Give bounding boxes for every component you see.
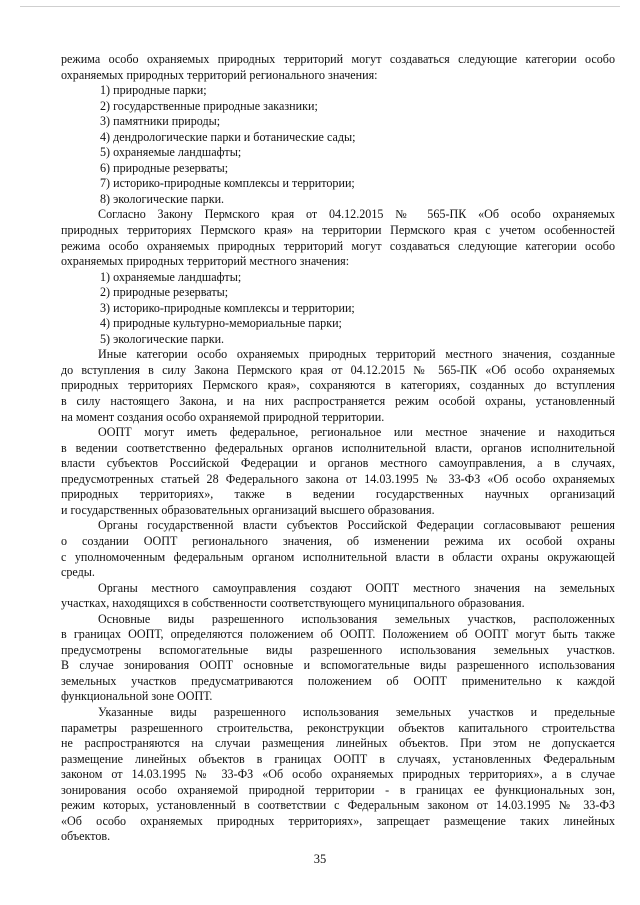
list-item: 7) историко-природные комплексы и территории;	[100, 176, 355, 191]
text-line: объектов.	[61, 829, 111, 844]
text-line: Органы местного самоуправления создают ООПТ местного значения на земельных	[98, 580, 615, 595]
text-line: «Об особо охраняемых природных территориях», запрещает размещение таких линейных	[61, 813, 615, 828]
text-line: природных территориях Пермского края», сохраняются в категориях, созданных до вступления	[61, 378, 615, 393]
text-line: Основные виды разрешенного использования земельных участков, расположенных	[98, 611, 615, 626]
list-item: 4) дендрологические парки и ботанические сады;	[100, 129, 356, 144]
text-line: в ведении соответственно федеральных органов исполнительной власти, органов исполнительной	[61, 440, 615, 455]
text-line: в границах ООПТ, определяются положением об ООПТ. Положением об ООПТ могут быть также	[61, 627, 615, 642]
text-line: режим которых, установленный в соответствии с Федеральным законом от 14.03.1995 № 33-ФЗ	[61, 798, 615, 813]
text-line: Иные категории особо охраняемых природных территорий местного значения, созданные	[98, 347, 615, 362]
text-line: предусмотренных статьей 28 Федерального закона от 14.03.1995 № 33-ФЗ «Об особо охраняемых	[61, 471, 615, 486]
list-item: 3) памятники природы;	[100, 114, 221, 129]
text-line: функциональной зоне ООПТ.	[61, 689, 213, 704]
text-line: и государственных образовательных организаций высшего образования.	[61, 502, 435, 517]
text-line: участках, находящихся в собственности соответствующего муниципального образования.	[61, 596, 525, 611]
text-line: природных территориях», также в ведении государственных научных организаций	[61, 487, 615, 502]
list-item: 1) охраняемые ландшафты;	[100, 269, 242, 284]
text-line: не распространяются на случаи размещения линейных объектов. При этом не допускается	[61, 736, 615, 751]
list-item: 2) природные резерваты;	[100, 285, 229, 300]
text-line: с уполномоченным федеральным органом исполнительной власти в области охраны окружающей	[61, 549, 615, 564]
text-line: охраняемых природных территорий регионального значения:	[61, 67, 378, 82]
list-item: 2) государственные природные заказники;	[100, 98, 318, 113]
document-body	[61, 52, 615, 845]
text-line: на момент создания особо охраняемой природной территории.	[61, 409, 385, 424]
text-line: в силу настоящего Закона, и на них распространяется режим особой охраны, установленный	[61, 394, 615, 409]
text-line: режима особо охраняемых природных территорий могут создаваться следующие категории особо	[61, 52, 615, 66]
list-item: 1) природные парки;	[100, 83, 207, 98]
page-edge-line	[20, 6, 620, 7]
list-item: 3) историко-природные комплексы и территории;	[100, 300, 355, 315]
list-item: 4) природные культурно-мемориальные парки;	[100, 316, 342, 331]
text-line: размещение линейных объектов в границах ООПТ в случаях, установленных Федеральным	[61, 751, 615, 766]
text-line: ООПТ могут иметь федеральное, региональное или местное значение и находиться	[98, 425, 615, 440]
list-item: 6) природные резерваты;	[100, 160, 229, 175]
text-line: законом от 14.03.1995 № 33-ФЗ «Об особо охраняемых природных территориях», а в случае	[61, 767, 615, 782]
text-line: охраняемых природных территорий местного значения:	[61, 254, 350, 269]
list-item: 8) экологические парки.	[100, 191, 225, 206]
text-line: предусмотрены вспомогательные виды разрешенного использования земельных участков.	[61, 642, 615, 657]
text-line: параметры разрешенного строительства, реконструкции объектов капитального строительства	[61, 720, 615, 735]
text-line: до вступления в силу Закона Пермского края от 04.12.2015 № 565-ПК «Об особо охраняемых	[61, 362, 615, 377]
list-item: 5) охраняемые ландшафты;	[100, 145, 242, 160]
text-line: Согласно Закону Пермского края от 04.12.2015 № 565-ПК «Об особо охраняемых	[98, 207, 615, 222]
text-line: зонирования особо охраняемой природной территории - в границах ее функциональных зон,	[61, 782, 615, 797]
text-line: среды.	[61, 565, 95, 580]
text-line: Указанные виды разрешенного использования земельных участков и предельные	[98, 704, 615, 719]
page-number: 35	[313, 852, 327, 866]
text-line: о создании ООПТ регионального значения, об изменении режима их особой охраны	[61, 533, 615, 548]
text-line: власти субъектов Российской Федерации и органов местного самоуправления, а в случаях,	[61, 456, 615, 471]
text-line: природных территориях Пермского края» на территории Пермского края с учетом особенностей	[61, 223, 615, 238]
text-line: В случае зонирования ООПТ основные и вспомогательные виды разрешенного использования	[61, 658, 615, 673]
text-line: Органы государственной власти субъектов Российской Федерации согласовывают решения	[98, 518, 615, 533]
list-item: 5) экологические парки.	[100, 331, 225, 346]
text-line: земельных участков предусматриваются положением об ООПТ применительно к каждой	[61, 673, 615, 688]
text-line: режима особо охраняемых природных территорий могут создаваться следующие категории особо	[61, 238, 615, 253]
